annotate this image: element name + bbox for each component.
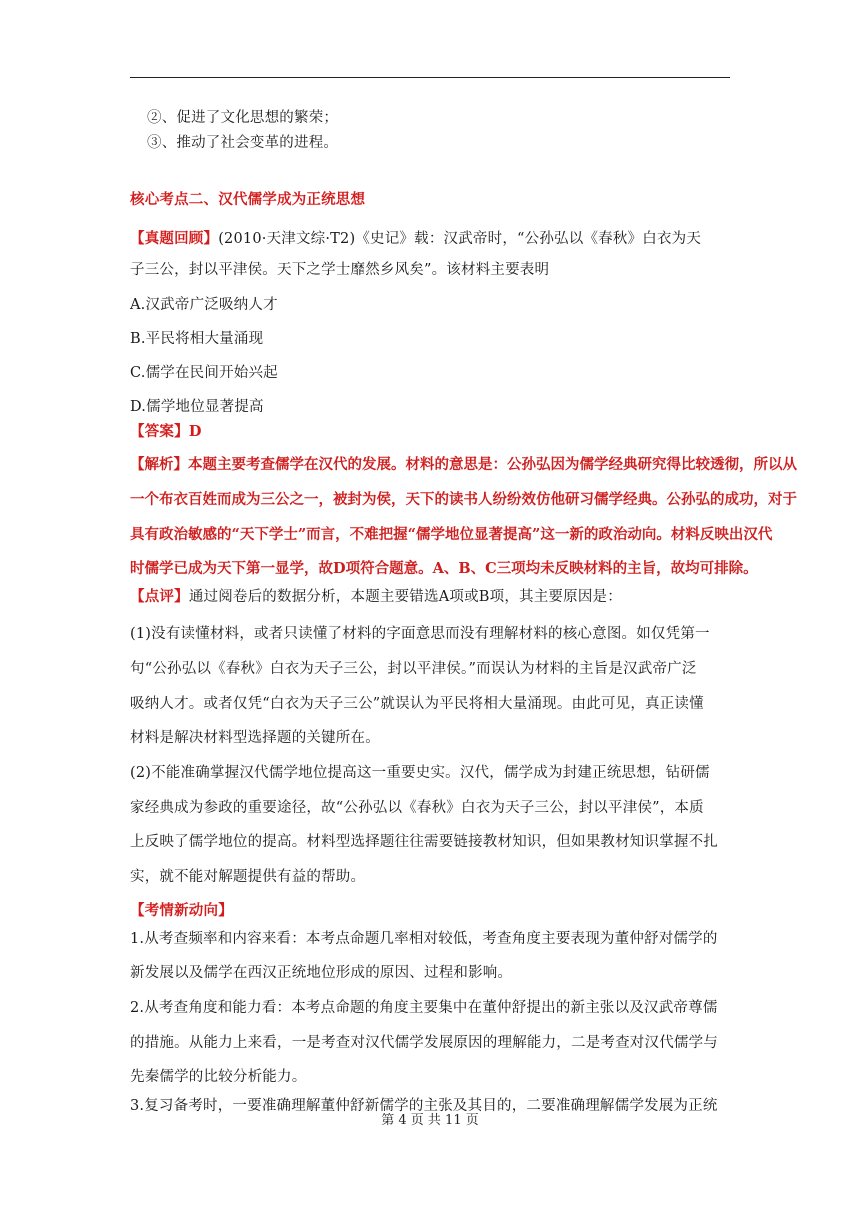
- comment-para-line-4: 材料是解决材料型选择题的关键所在。: [130, 730, 380, 746]
- question-line-1: [130, 227, 701, 248]
- trend-line-2: 新发展以及儒学在西汉正统地位形成的原因、过程和影响。: [130, 965, 513, 981]
- comment-para-line-5: (2)不能准确掌握汉代儒学地位提高这一重要史实。汉代，儒学成为封建正统思想，钻研儒: [130, 765, 710, 781]
- page-number: 第 4 页 共 11 页: [381, 1113, 479, 1128]
- answer-value: D: [188, 423, 202, 440]
- header-rule: [130, 77, 730, 78]
- intro-line-3: ③、推动了社会变革的进程。: [147, 135, 339, 151]
- comment-tag: 【点评】: [130, 588, 189, 605]
- question-line-2: 子三公，封以平津侯。天下之学士靡然乡风矣”。该材料主要表明: [130, 262, 550, 278]
- comment-para-line-6: 家经典成为参政的重要途径，故“公孙弘以《春秋》白衣为天子三公，封以平津侯”，本质: [130, 800, 704, 816]
- analysis-line-4: 时儒学已成为天下第一显学，故D项符合题意。A、B、C三项均未反映材料的主旨，故均可排除。: [130, 560, 758, 577]
- comment-para-line-8: 实，就不能对解题提供有益的帮助。: [130, 869, 366, 885]
- question-tag: 【真题回顾】: [130, 230, 219, 247]
- trend-line-6: 3.复习备考时，一要准确理解董仲舒新儒学的主张及其目的，二要准确理解儒学发展为正统: [130, 1098, 718, 1114]
- trend-line-4: 的措施。从能力上来看，一是考查对汉代儒学发展原因的理解能力，二是考查对汉代儒学与: [130, 1035, 718, 1051]
- option-b: B.平民将相大量涌现: [130, 331, 264, 347]
- comment-line-1: [130, 585, 622, 606]
- section-title: 核心考点二、汉代儒学成为正统思想: [130, 191, 366, 208]
- comment-para-line-7: 上反映了儒学地位的提高。材料型选择题往往需要链接教材知识，但如果教材知识掌握不扎: [130, 834, 718, 850]
- option-d: D.儒学地位显著提高: [130, 399, 264, 415]
- trend-line-3: 2.从考查角度和能力看：本考点命题的角度主要集中在董仲舒提出的新主张以及汉武帝尊儒: [130, 1000, 718, 1016]
- analysis-line-3: 具有政治敏感的“天下学士”而言，不难把握“儒学地位显著提高”这一新的政治动向。材料反映出汉代: [130, 526, 773, 543]
- trend-line-1: 1.从考查频率和内容来看：本考点命题几率相对较低，考查角度主要表现为董仲舒对儒学的: [130, 931, 718, 947]
- trend-line-5: 先秦儒学的比较分析能力。: [130, 1069, 307, 1085]
- intro-line-2: ②、促进了文化思想的繁荣；: [147, 110, 339, 126]
- comment-para-line-1: (1)没有读懂材料，或者只读懂了材料的字面意思而没有理解材料的核心意图。如仅凭第一: [130, 626, 710, 642]
- option-a: A.汉武帝广泛吸纳人才: [130, 297, 278, 313]
- option-c: C.儒学在民间开始兴起: [130, 365, 278, 381]
- comment-para-line-2: 句“公孙弘以《春秋》白衣为天子三公，封以平津侯。”而误认为材料的主旨是汉武帝广泛: [130, 661, 697, 677]
- answer-line: [130, 420, 202, 441]
- page-footer: [0, 1109, 860, 1128]
- analysis-line-1: 【解析】本题主要考查儒学在汉代的发展。材料的意思是：公孙弘因为儒学经典研究得比较透彻，所以从: [130, 456, 797, 473]
- analysis-line-2: 一个布衣百姓而成为三公之一，被封为侯，天下的读书人纷纷效仿他研习儒学经典。公孙弘的成功，对于: [130, 491, 797, 508]
- question-text-1: (2010·天津文综·T2)《史记》载：汉武帝时，“公孙弘以《春秋》白衣为天: [218, 231, 702, 247]
- comment-text-1: 通过阅卷后的数据分析，本题主要错选A项或B项，其主要原因是：: [188, 589, 622, 605]
- trend-tag: 【考情新动向】: [130, 902, 233, 919]
- comment-para-line-3: 吸纳人才。或者仅凭“白衣为天子三公”就误认为平民将相大量涌现。由此可见，真正读懂: [130, 696, 704, 712]
- answer-tag: 【答案】: [130, 423, 189, 440]
